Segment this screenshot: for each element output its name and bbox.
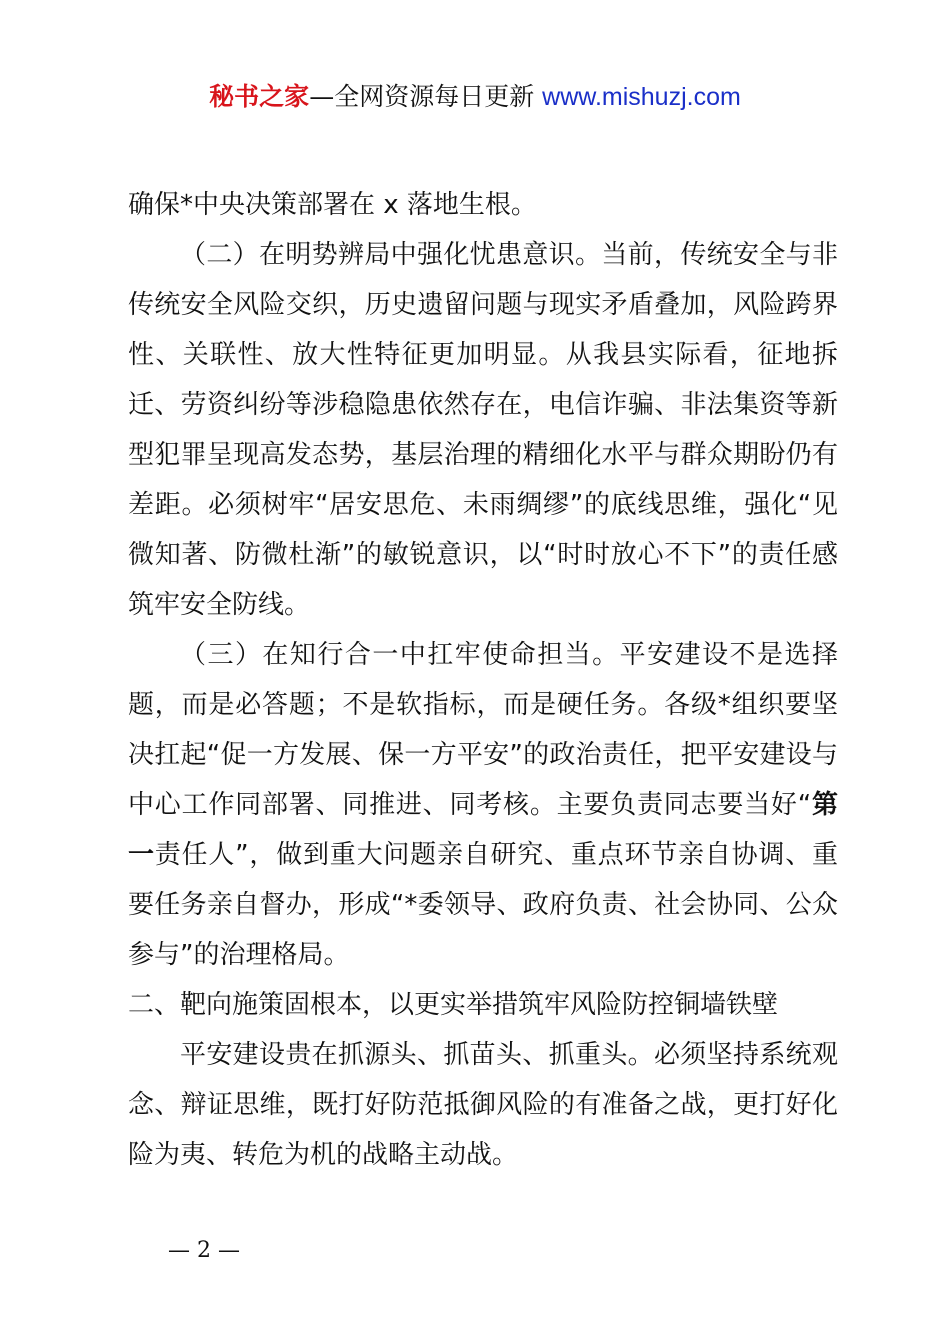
- bold-emphasis: 第一: [128, 790, 838, 870]
- section-heading-2: 二、靶向施策固根本，以更实举措筑牢风险防控铜墙铁壁: [128, 990, 779, 1020]
- paragraph-section-2: （二）在明势辨局中强化忧患意识。当前，传统安全与非传统安全风险交织，历史遗留问题与现实矛盾叠加，风险跨界性、关联性、放大性特征更加明显。从我县实际看，征地拆迁、劳资纠纷等涉稳隐患依然存在，电信诈骗、非法集资等新型犯罪呈现高发态势，基层治理的精细化水平与群众期盼仍有差距。必须树牢“居安思危、未雨绸缪”的底线思维，强化“见微知著、防微杜渐”的敏锐意识，以“时时放心不下”的责任感筑牢安全防线。: [128, 240, 838, 620]
- paragraph-section-3-part-1: （三）在知行合一中扛牢使命担当。平安建设不是选择题，而是必答题；不是软指标，而是硬任务。各级*组织要坚决扛起“促一方发展、保一方平安”的政治责任，把平安建设与中心工作同部署、同推进、同考核。主要负责同志要当好“: [128, 640, 838, 820]
- page-header: [0, 80, 950, 114]
- paragraph-section-3-part-2: 责任人”，做到重大问题亲自研究、重点环节亲自协调、重要任务亲自督办，形成“*委领导、政府负责、社会协同、公众参与”的治理格局。: [128, 840, 838, 970]
- paragraph-section-3: [128, 630, 838, 980]
- paragraph-section-heading-body: 平安建设贵在抓源头、抓苗头、抓重头。必须坚持系统观念、辩证思维，既打好防范抵御风险的有准备之战，更打好化险为夷、转危为机的战略主动战。: [128, 1040, 838, 1170]
- header-tagline: —全网资源每日更新: [309, 82, 535, 111]
- paragraph-continuation: 确保*中央决策部署在 x 落地生根。: [128, 190, 537, 220]
- header-url[interactable]: www.mishuzj.com: [542, 83, 741, 111]
- page-number: — 2 —: [168, 1238, 240, 1263]
- header-brand: 秘书之家: [209, 82, 310, 111]
- document-body: [128, 180, 838, 1180]
